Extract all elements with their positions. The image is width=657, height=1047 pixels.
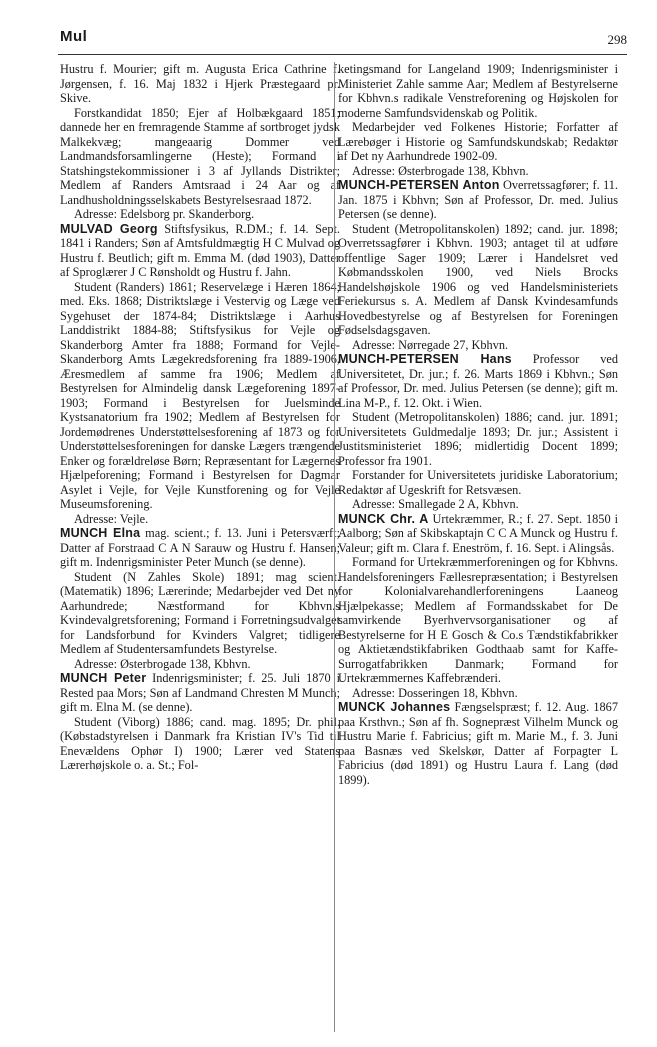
biography-entry <box>60 671 340 773</box>
entry-name: MUNCK Johannes <box>338 700 451 714</box>
page-header <box>60 26 627 50</box>
entry-text: Forstkandidat 1850; Ejer af Holbækgaard 1851; dannede her en fremragende Stamme af sortbroget jydsk Malkekvæg; mangeaarig Dommer ved Landmandsforsamlingerne (Heste); Formand i Statshingstekommissioner i 3 af Jyllands Distrikter; Medlem af Randers Amtsraad i 24 Aar og af Landhusholdningsselskabets Bestyrelsesraad 1872. <box>60 105 340 207</box>
entry-text: Overretssagfører; f. 11. Jan. 1875 i Kbhvn; Søn af Professor, Dr. med. Julius Petersen (se denne). <box>338 178 619 221</box>
entry-text: Student (Metropolitanskolen) 1886; cand. jur. 1891; Universitetets Guldmedalje 1893; Dr. jur.; Assistent i Justitsministeriet 1896; midlertidig Docent 1899; Professor fra 1901. <box>338 410 618 468</box>
page-number: 298 <box>607 32 627 47</box>
entry-paragraph <box>60 62 340 106</box>
entry-text: Stiftsfysikus, R.DM.; f. 14. Sept. 1841 i Randers; Søn af Amtsfuldmægtig H C Mulvad og Hustru f. Beutlich; gift m. Emma M. (død 1903), Datter af Sproglærer J C Rønsholdt og Hustru f. Jahn. <box>60 221 341 279</box>
header-rule <box>58 54 627 55</box>
entry-text: Adresse: Dosseringen 18, Kbhvn. <box>352 685 518 700</box>
entry-name: MUNCK Chr. A <box>338 511 429 526</box>
biography-entry <box>60 222 340 527</box>
entry-paragraph <box>60 280 340 512</box>
entry-text: Adresse: Edelsborg pr. Skanderborg. <box>74 207 255 221</box>
entry-text: Adresse: Smallegade 2 A, Kbhvn. <box>352 497 519 511</box>
entry-paragraph <box>338 352 618 410</box>
entry-text: Formand for Urtekræmmerforeningen og for Kbhvns. Handelsforeningers Fællesrepræsentation; i Bestyrelsen for Kolonialvarehandlerforeningens Laaneog Hjælpekasse; Medlem af Formandsskabet for De samvirkende Byerhvervsorganisationer og af Bestyrelserne for H E Gosch & Co.s Tændstikfabrikker og Aktietændstikfabriken Godthaab samt for Kaffe-Surrogatfabrikken Danmark; Formand for Urtekræmmernes Kaffebrænderi. <box>338 555 618 685</box>
biography-entry <box>338 512 618 701</box>
right-column <box>338 62 618 787</box>
entry-paragraph <box>338 497 618 512</box>
entry-text: ketingsmand for Langeland 1909; Indenrigsminister i Ministeriet Zahle samme Aar; Medlem af Bestyrelserne for Kbhvn.s radikale Venstreforening og Højskolen for moderne Samfundsvidenskab og Politik. <box>338 62 618 120</box>
entry-text: Indenrigsminister; f. 25. Juli 1870 i Rested paa Mors; Søn af Landmand Chresten M Munch; gift m. Elna M. (se denne). <box>60 671 340 714</box>
biography-entry <box>338 352 618 512</box>
entry-name: MULVAD Georg <box>60 221 158 236</box>
entry-paragraph <box>60 657 340 672</box>
continued-entry <box>60 62 340 222</box>
entry-name: MUNCH-PETERSEN Anton <box>338 178 500 192</box>
entry-paragraph <box>60 207 340 222</box>
entry-name: MUNCH-PETERSEN Hans <box>338 352 512 366</box>
entry-text: Adresse: Nørregade 27, Kbhvn. <box>352 337 509 352</box>
entry-paragraph <box>338 555 618 686</box>
biography-entry <box>338 178 618 352</box>
entry-paragraph <box>338 164 618 179</box>
entry-paragraph <box>60 715 340 773</box>
entry-paragraph <box>60 512 340 527</box>
entry-text: Fængselspræst; f. 12. Aug. 1867 paa Krsthvn.; Søn af fh. Sognepræst Vilhelm Munck og Hustru Marie f. Fabricius; gift m. Marie M., f. 3. Juni paa Basnæs ved Skelskør, Datter af Forpagter L Fabricius (død 1891) og Hustru Laura f. Lang (død 1899). <box>338 700 618 787</box>
entry-paragraph <box>338 62 618 120</box>
biography-entry <box>60 526 340 671</box>
entry-paragraph <box>60 570 340 657</box>
entry-paragraph <box>338 686 618 701</box>
entry-text: Student (Randers) 1861; Reservelæge i Hæren 1864; med. Eks. 1868; Distriktslæge i Vestervig og Læge ved Sygehuset der 1874-84; Distriktslæge i Aarhus Landdistrikt 1884-88; Stiftsfysikus for Vejle og Skanderborg Amter fra 1888; Formand for Vejle-Skanderborg Amts Lægekredsforening fra 1889-1906, Æresmedlem af samme fra 1906; Medlem af Bestyrelsen for Almindelig dansk Lægeforening 1897-1903; Formand i Bestyrelsen for Juelsminde Kystsanatorium fra 1902; Medlem af Bestyrelsen for Jordemødrenes Understøttelsesforening af 1873 og for Understøttelsesforeningen for danske Lægers trængende Enker og forældreløse Børn; Repræsentant for Lægernes Hjælpeforening; Formand i Bestyrelsen for Dagmar Asylet i Vejle, for Vejle Kunstforening og for Vejle Museumsforening. <box>60 279 340 511</box>
entry-text: Adresse: Vejle. <box>74 511 149 526</box>
entry-paragraph <box>338 338 618 353</box>
entry-text: Student (Metropolitanskolen) 1892; cand. jur. 1898; Overretssagfører i Kbhvn. 1903; antaget til at udføre offentlige Sager 1909; Lærer i Handelsret ved Købmandsskolen 1900, ved Niels Brocks Handelshøjskole 1906 og ved Handelsministeriets Feriekursus s. A. Medlem af Dansk Kvindesamfunds Hovedbestyrelse og af Bestyrelsen for Foreningen Fødselsdagsgaven. <box>338 221 618 337</box>
entry-paragraph <box>60 671 340 715</box>
entry-paragraph <box>338 410 618 468</box>
entry-paragraph <box>338 512 618 556</box>
column-divider <box>334 62 335 1032</box>
entry-paragraph <box>60 106 340 208</box>
entry-name: MUNCH Elna <box>60 526 141 540</box>
entry-paragraph <box>338 120 618 164</box>
entry-text: Student (Viborg) 1886; cand. mag. 1895; Dr. phil. (Købstadstyrelsen i Danmark fra Kristian IV's Tid til Enevældens Ophør I) 1900; Lærer ved Statens Lærerhøjskole o. a. St.; Fol- <box>60 714 340 772</box>
entry-paragraph <box>338 468 618 497</box>
continued-entry <box>338 62 618 178</box>
entry-text: Urtekræmmer, R.; f. 27. Sept. 1850 i Aalborg; Søn af Skibskaptajn C C A Munck og Hustru f. Valeur; gift m. Clara f. Eneström, f. 16. Sept. i Alingsås. <box>338 511 618 555</box>
entry-text: Student (N Zahles Skole) 1891; mag scient. (Matematik) 1896; Lærerinde; Medarbejder ved Det ny Aarhundrede; Næstformand for Kbhvn.s Kvindevalgretsforening; Formand i Forretningsudvalget for Landsforbund for Kvinders Valgret; tidligere Medlem af Studentersamfundets Bestyrelse. <box>60 569 340 656</box>
entry-text: Adresse: Østerbrogade 138, Kbhvn. <box>352 163 529 178</box>
entry-text: Medarbejder ved Folkenes Historie; Forfatter af Lærebøger i Historie og Samfundskundskab; Redaktør af Det ny Aarhundrede 1902-09. <box>338 120 618 163</box>
running-head: Mul <box>60 28 88 45</box>
entry-name: MUNCH Peter <box>60 671 147 685</box>
entry-paragraph <box>60 526 340 570</box>
entry-text: Hustru f. Mourier; gift m. Augusta Erica Cathrine f. Jørgensen, f. 16. Maj 1832 i Hjerk Præstegaard pr. Skive. <box>60 62 340 105</box>
entry-paragraph <box>338 700 618 787</box>
entry-text: Professor ved Universitetet, Dr. jur.; f. 26. Marts 1869 i Kbhvn.; Søn af Professor, Dr. med. Julius Petersen (se denne); gift m. Lina M-P., f. 12. Okt. i Wien. <box>338 352 618 410</box>
entry-paragraph <box>338 178 618 222</box>
biography-entry <box>338 700 618 787</box>
entry-text: Adresse: Østerbrogade 138, Kbhvn. <box>74 656 251 671</box>
entry-text: Forstander for Universitetets juridiske Laboratorium; Redaktør af Ugeskrift for Retsvæsen. <box>338 468 618 497</box>
left-column <box>60 62 340 773</box>
entry-text: mag. scient.; f. 13. Juni i Petersværft; Datter af Forstraad C A N Sarauw og Hustru f. Hansen; gift m. Indenrigsminister Peter Munch (se denne). <box>60 526 340 569</box>
entry-paragraph <box>338 222 618 338</box>
entry-paragraph <box>60 222 340 280</box>
